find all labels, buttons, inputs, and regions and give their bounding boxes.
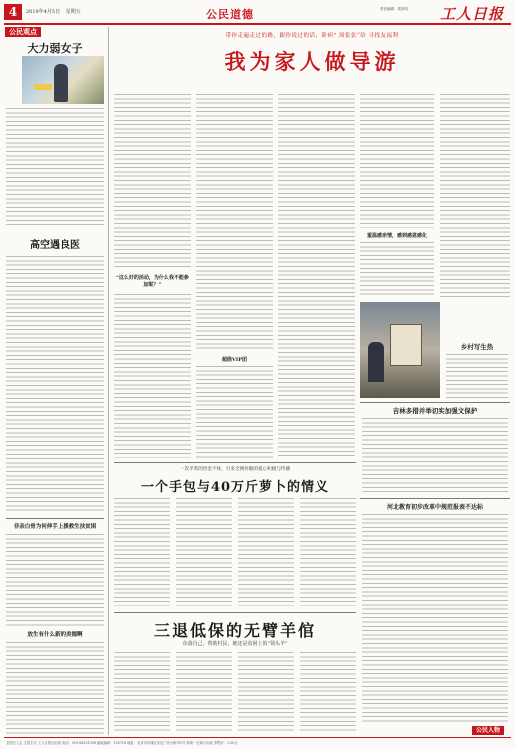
section-title: 公民道德 <box>206 8 254 21</box>
bottom-subhead: 东落自己，帮助村民，她还是贫困上的“领头羊” <box>182 641 288 647</box>
footer-text: 全国总工会 主管主办 工人日报社出版 电话：010-84151598 邮政编码：100718 地址：北京市东城区安定门外大街甲1号 每周一至周六出版 零售价：1.50元 <box>6 741 238 745</box>
sidebar-article4-title: 放生有什么新的美德啊 <box>27 632 83 638</box>
mid-kicker: 一次平常的捡金不休，引来全网亮眼的爱心积极与传播 <box>179 467 291 472</box>
sidebar-article3-title: 非亲白骨为何伸手上援救生扶贫困 <box>13 524 97 530</box>
sidebar-article2-text <box>6 256 104 514</box>
sidebar-divider <box>6 518 104 519</box>
sidebar-article1-title: 大力弱女子 <box>27 42 83 55</box>
editor-credit: 责任编辑：郑晋鸣 <box>380 7 408 11</box>
mid-col2-text <box>176 498 232 606</box>
bottom-col1-text <box>114 652 170 732</box>
main-headline: 我为家人做导游 <box>224 49 400 74</box>
page-number: 4 <box>8 5 18 19</box>
bottom-col3-text <box>238 652 294 732</box>
right-head1: 吉林多措并举切实加强文保护 <box>392 407 478 415</box>
page-number-box <box>4 4 22 20</box>
photo-figure <box>54 64 68 102</box>
right-article2-text <box>362 514 508 724</box>
main-col2-text-b <box>196 366 273 458</box>
main-col1-text-b <box>114 294 191 458</box>
bottom-top-rule <box>114 612 356 613</box>
main-col4-text-b <box>360 242 434 298</box>
right-head2: 河北教育初步改革中规范报表不达标 <box>386 504 483 511</box>
bottom-headline: 三退低保的无臂羊倌 <box>153 621 316 640</box>
footer-rule <box>4 737 511 738</box>
mid-top-rule <box>114 462 356 463</box>
main-kicker: 带你走遍走过的路，跟你说过的话，卧病” 周张张“给 寻找友福利 <box>225 33 399 39</box>
main-subhead3: 重温感亲情，感到感恩感化 <box>366 233 427 239</box>
sidebar-article3-text <box>6 534 104 626</box>
main-subhead2: 超级VIP团 <box>222 357 247 363</box>
main-col2-text <box>196 94 273 350</box>
mid-headline: 一个手包与40万斤萝卜的情义 <box>140 480 330 495</box>
sidebar-article1-text <box>6 108 104 228</box>
main-subhead1: “这么好的活动，为什么我不能参加呢？” <box>116 275 189 288</box>
date: 2019年4月5日 <box>26 9 61 15</box>
mid-col3-text <box>238 498 294 606</box>
main-col5-text <box>440 94 510 298</box>
photo-caption: 乡村写生热 <box>460 343 494 351</box>
photo-easel <box>390 324 422 366</box>
right-divider2 <box>360 498 510 499</box>
corner-label: 公民人物 <box>472 726 504 735</box>
photo-painter <box>368 342 384 382</box>
sidebar-article4-text <box>6 642 104 734</box>
bottom-col2-text <box>176 652 232 732</box>
sidebar-column-rule <box>108 27 109 735</box>
bottom-col4-text <box>300 652 356 732</box>
main-col4-text <box>360 94 434 228</box>
masthead-rule <box>4 23 511 25</box>
photo-caption-text <box>446 354 508 398</box>
mid-col4-text <box>300 498 356 606</box>
sidebar-photo <box>22 56 104 104</box>
sidebar-header: 公民观点 <box>5 27 41 37</box>
right-article1-text <box>362 418 508 494</box>
weekday: 星期五 <box>65 9 81 15</box>
photo-highlight <box>34 84 52 90</box>
main-col3-text <box>278 94 355 458</box>
main-col1-text <box>114 94 191 270</box>
main-photo <box>360 302 440 398</box>
sidebar-article2-title: 高空遇良医 <box>30 240 80 251</box>
masthead-date <box>26 8 81 15</box>
mid-col1-text <box>114 498 170 606</box>
newspaper-logo: 工人日报 <box>440 5 505 23</box>
main-right-divider <box>360 402 510 403</box>
